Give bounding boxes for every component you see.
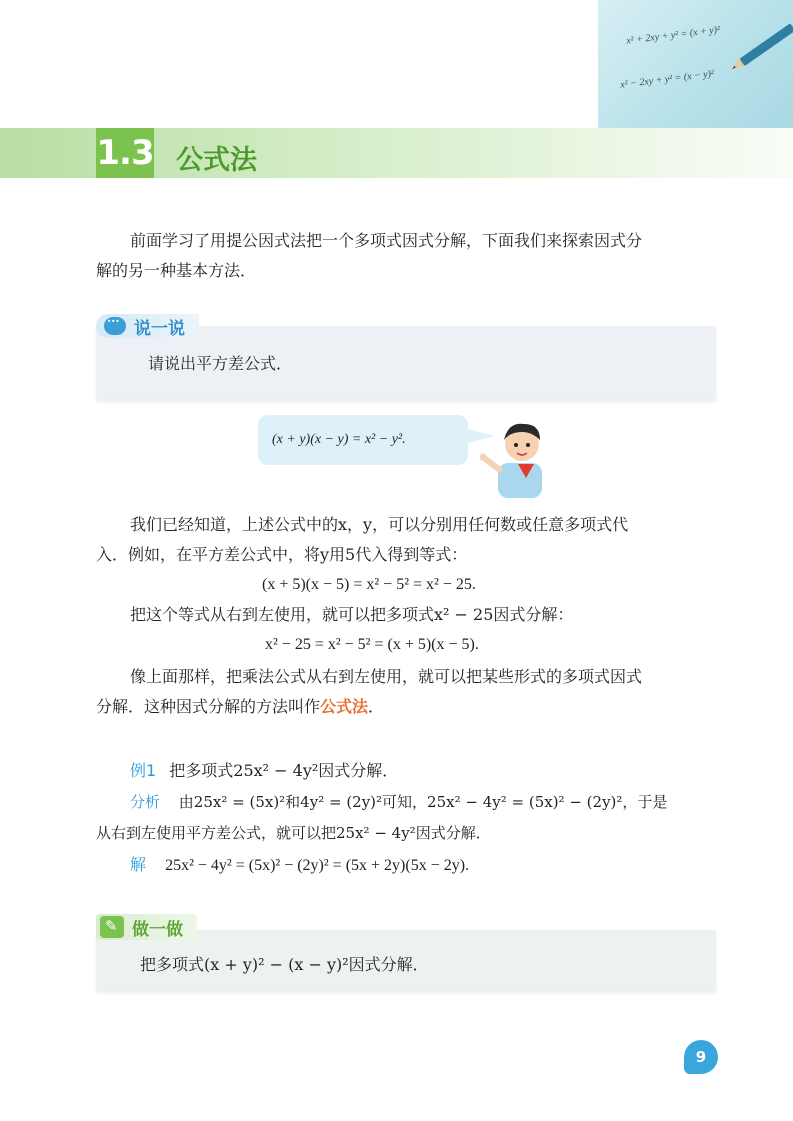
term-formula-method: 公式法 <box>320 697 369 716</box>
photo-formula-1: x² + 2xy + y² = (x + y)² <box>625 24 721 47</box>
speech-bubble-icon <box>104 317 126 335</box>
page-number: 9 <box>684 1040 718 1074</box>
formula-bubble <box>258 415 468 465</box>
example-text: 把多项式25x² − 4y²因式分解． <box>169 761 399 780</box>
equation-1: (x + 5)(x − 5) = x² − 5² = x² − 25. <box>262 576 476 593</box>
talk-prompt: 请说出平方差公式． <box>148 354 293 373</box>
talk-label: 说一说 <box>134 318 185 339</box>
analysis-line-1 <box>130 787 667 817</box>
section-title: 公式法 <box>176 145 257 176</box>
photo-formula-2: x² − 2xy + y² = (x − y)² <box>619 68 715 91</box>
intro-line-2: 解的另一种基本方法． <box>96 261 257 280</box>
header-photo <box>598 0 793 128</box>
pencil-note-icon <box>100 916 124 938</box>
explanation-line-2: 入．例如，在平方差公式中，将y用5代入得到等式： <box>96 545 468 564</box>
do-label: 做一做 <box>132 919 183 940</box>
example-label: 例1 <box>130 761 157 780</box>
explanation-line-3: 把这个等式从右到左使用，就可以把多项式x² − 25因式分解： <box>130 605 574 624</box>
intro-line-1: 前面学习了用提公因式法把一个多项式因式分解，下面我们来探索因式分 <box>130 231 643 250</box>
analysis-text-1: 由25x² = (5x)²和4y² = (2y)²可知，25x² − 4y² = (5x)² − (2y)²，于是 <box>178 793 668 811</box>
bubble-formula: (x + y)(x − y) = x² − y². <box>272 432 406 447</box>
analysis-line-2: 从右到左使用平方差公式，就可以把25x² − 4y²因式分解． <box>96 824 491 842</box>
section-number: 1.3 <box>96 128 154 178</box>
explanation-line-5-prefix: 分解．这种因式分解的方法叫作 <box>96 697 321 716</box>
solution-line <box>130 850 469 881</box>
talk-tab <box>96 314 199 338</box>
explanation-line-5 <box>96 692 384 722</box>
solution-label: 解 <box>130 855 147 874</box>
do-task: 把多项式(x + y)² − (x − y)²因式分解． <box>140 955 429 974</box>
do-tab <box>96 914 197 940</box>
explanation-line-1: 我们已经知道，上述公式中的x，y，可以分别用任何数或任意多项式代 <box>130 515 629 534</box>
student-illustration <box>480 418 570 498</box>
analysis-label: 分析 <box>130 793 161 811</box>
solution-text: 25x² − 4y² = (5x)² − (2y)² = (5x + 2y)(5x − 2y). <box>165 857 470 874</box>
equation-2: x² − 25 = x² − 5² = (x + 5)(x − 5). <box>265 636 479 653</box>
explanation-line-4: 像上面那样，把乘法公式从右到左使用，就可以把某些形式的多项式因式 <box>130 667 643 686</box>
explanation-line-5-suffix: ． <box>368 697 385 716</box>
example-1 <box>130 756 398 786</box>
